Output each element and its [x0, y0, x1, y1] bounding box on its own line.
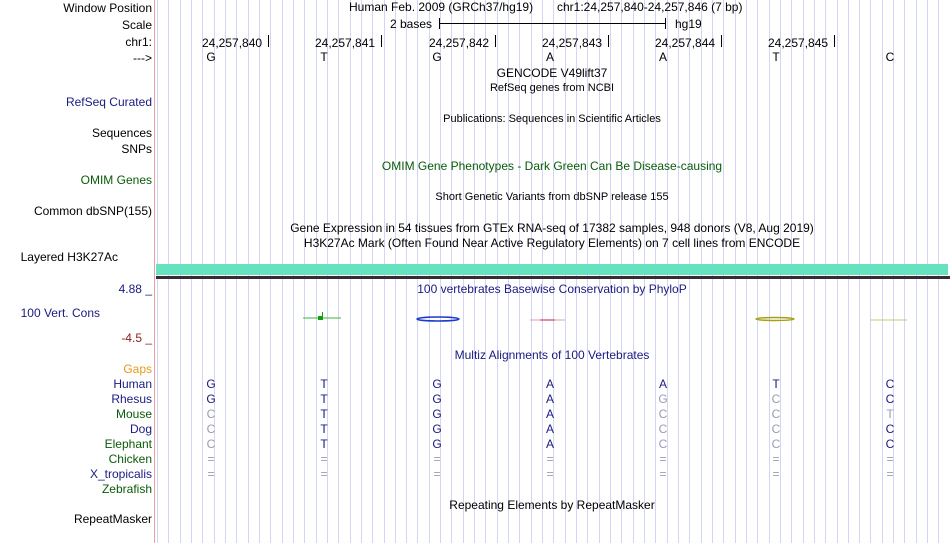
alignment-base: T [886, 407, 894, 421]
h3k27ac-baseline [156, 276, 950, 279]
species-label-zebrafish[interactable]: Zebrafish [101, 482, 152, 496]
alignment-base: T [320, 377, 328, 391]
ruler-tick [495, 35, 496, 47]
ruler-position: 24,257,844 [655, 36, 716, 50]
ruler-tick [381, 35, 382, 47]
base-letter: G [206, 50, 216, 64]
alignment-base: C [206, 422, 216, 436]
ruler-position: 24,257,845 [768, 36, 829, 50]
base-letter: C [885, 50, 895, 64]
ruler-position: 24,257,841 [315, 36, 376, 50]
track-label-omim[interactable]: OMIM Genes [80, 173, 152, 187]
alignment-base: = [659, 452, 667, 466]
alignment-base: A [545, 407, 554, 421]
ruler-position: 24,257,840 [202, 36, 263, 50]
track-label-repeatmasker[interactable]: RepeatMasker [73, 512, 152, 526]
strand-label: ---> [133, 51, 152, 65]
track-label-dbsnp[interactable]: Common dbSNP(155) [33, 204, 152, 218]
track-label-snps[interactable]: SNPs [121, 142, 152, 156]
track-title-omim[interactable]: OMIM Gene Phenotypes - Dark Green Can Be Disease-causing [381, 159, 723, 173]
alignment-base: = [207, 452, 215, 466]
ruler-tick [268, 35, 269, 47]
alignment-base: C [658, 407, 668, 421]
alignment-base: = [320, 452, 328, 466]
alignment-base: = [433, 452, 441, 466]
track-title-repeats[interactable]: Repeating Elements by RepeatMasker [449, 498, 655, 512]
species-label-human[interactable]: Human [113, 377, 152, 391]
scale-bar-left-cap [439, 18, 440, 29]
alignment-base: = [546, 452, 554, 466]
alignment-base: A [545, 422, 554, 436]
track-label-refseq[interactable]: RefSeq Curated [65, 95, 152, 109]
conservation-max-label: 4.88 _ [118, 282, 152, 296]
alignment-base: C [885, 392, 895, 406]
alignment-base: = [546, 467, 554, 481]
alignment-base: T [320, 437, 328, 451]
alignment-base: T [320, 407, 328, 421]
alignment-base: = [659, 467, 667, 481]
track-label-conservation[interactable]: 100 Vert. Cons [20, 306, 100, 320]
track-title-h3k27ac[interactable]: H3K27Ac Mark (Often Found Near Active Regulatory Elements) on 7 cell lines from ENCODE [303, 236, 801, 250]
alignment-base: C [771, 437, 781, 451]
species-label-elephant[interactable]: Elephant [104, 437, 152, 451]
track-title-publications[interactable]: Publications: Sequences in Scientific Articles [443, 113, 661, 125]
alignment-base: A [545, 437, 554, 451]
phylop-mark [756, 318, 794, 321]
alignment-base: C [658, 437, 668, 451]
alignment-base: G [658, 392, 668, 406]
window-position-label: Window Position [63, 1, 152, 15]
ruler-position: 24,257,843 [542, 36, 603, 50]
ruler-position: 24,257,842 [429, 36, 490, 50]
alignment-base: G [432, 377, 442, 391]
alignment-base: C [885, 437, 895, 451]
track-title-phylop[interactable]: 100 vertebrates Basewise Conservation by PhyloP [417, 282, 687, 296]
base-letter: T [772, 50, 780, 64]
alignment-base: = [772, 467, 780, 481]
species-label-x-tropicalis[interactable]: X_tropicalis [89, 467, 152, 481]
alignment-base: C [885, 422, 895, 436]
alignment-base: C [771, 422, 781, 436]
alignment-base: A [545, 377, 554, 391]
alignment-base: = [207, 467, 215, 481]
alignment-base: G [206, 392, 216, 406]
alignment-base: T [320, 422, 328, 436]
track-image[interactable] [155, 0, 950, 543]
alignment-base: C [771, 392, 781, 406]
track-label-gaps[interactable]: Gaps [123, 362, 152, 376]
species-label-chicken[interactable]: Chicken [108, 452, 152, 466]
alignment-base: T [772, 377, 780, 391]
scale-db-label: hg19 [675, 17, 702, 31]
alignment-base: C [206, 437, 216, 451]
alignment-base: G [432, 422, 442, 436]
phylop-mark [322, 312, 323, 320]
alignment-base: G [432, 437, 442, 451]
base-letter: A [545, 50, 554, 64]
track-title-refseq[interactable]: RefSeq genes from NCBI [489, 82, 615, 94]
scale-bar [439, 23, 666, 24]
alignment-base: A [545, 392, 554, 406]
ruler-tick [721, 35, 722, 47]
alignment-base: A [658, 377, 667, 391]
assembly-label: Human Feb. 2009 (GRCh37/hg19) [349, 0, 534, 14]
base-letter: A [658, 50, 667, 64]
alignment-base: C [885, 377, 895, 391]
conservation-min-label: -4.5 _ [121, 331, 152, 345]
alignment-base: G [432, 407, 442, 421]
track-title-gtex[interactable]: Gene Expression in 54 tissues from GTEx RNA-seq of 17382 samples, 948 donors (V8, Aug 2019) [290, 221, 814, 235]
chromosome-label: chr1: [125, 35, 152, 49]
conservation-wiggle [155, 300, 950, 340]
alignment-base: = [886, 467, 894, 481]
alignment-base: G [206, 377, 216, 391]
alignment-base: = [772, 452, 780, 466]
track-label-h3k27ac[interactable]: Layered H3K27Ac [20, 250, 118, 264]
species-label-dog[interactable]: Dog [129, 422, 152, 436]
track-title-dbsnp[interactable]: Short Genetic Variants from dbSNP release 155 [435, 191, 669, 203]
alignment-base: = [320, 467, 328, 481]
species-label-rhesus[interactable]: Rhesus [111, 392, 152, 406]
alignment-base: = [886, 452, 894, 466]
scale-label: Scale [121, 18, 152, 32]
alignment-base: G [432, 392, 442, 406]
alignment-base: = [433, 467, 441, 481]
alignment-base: C [771, 407, 781, 421]
track-label-column [0, 0, 154, 543]
ruler-tick [834, 35, 835, 47]
scale-bar-label: 2 bases [390, 17, 433, 31]
alignment-base: T [320, 392, 328, 406]
window-position-value: chr1:24,257,840-24,257,846 (7 bp) [557, 0, 743, 14]
scale-bar-right-cap [665, 18, 666, 29]
alignment-base: C [658, 422, 668, 436]
base-letter: G [432, 50, 442, 64]
alignment-base: C [206, 407, 216, 421]
base-letter: T [320, 50, 328, 64]
ruler-tick [608, 35, 609, 47]
track-title-multiz[interactable]: Multiz Alignments of 100 Vertebrates [454, 348, 650, 362]
track-label-sequences[interactable]: Sequences [91, 126, 152, 140]
h3k27ac-signal-bar [156, 264, 948, 275]
track-title-gencode[interactable]: GENCODE V49lift37 [496, 66, 608, 80]
phylop-mark [417, 317, 459, 321]
species-label-mouse[interactable]: Mouse [115, 407, 152, 421]
